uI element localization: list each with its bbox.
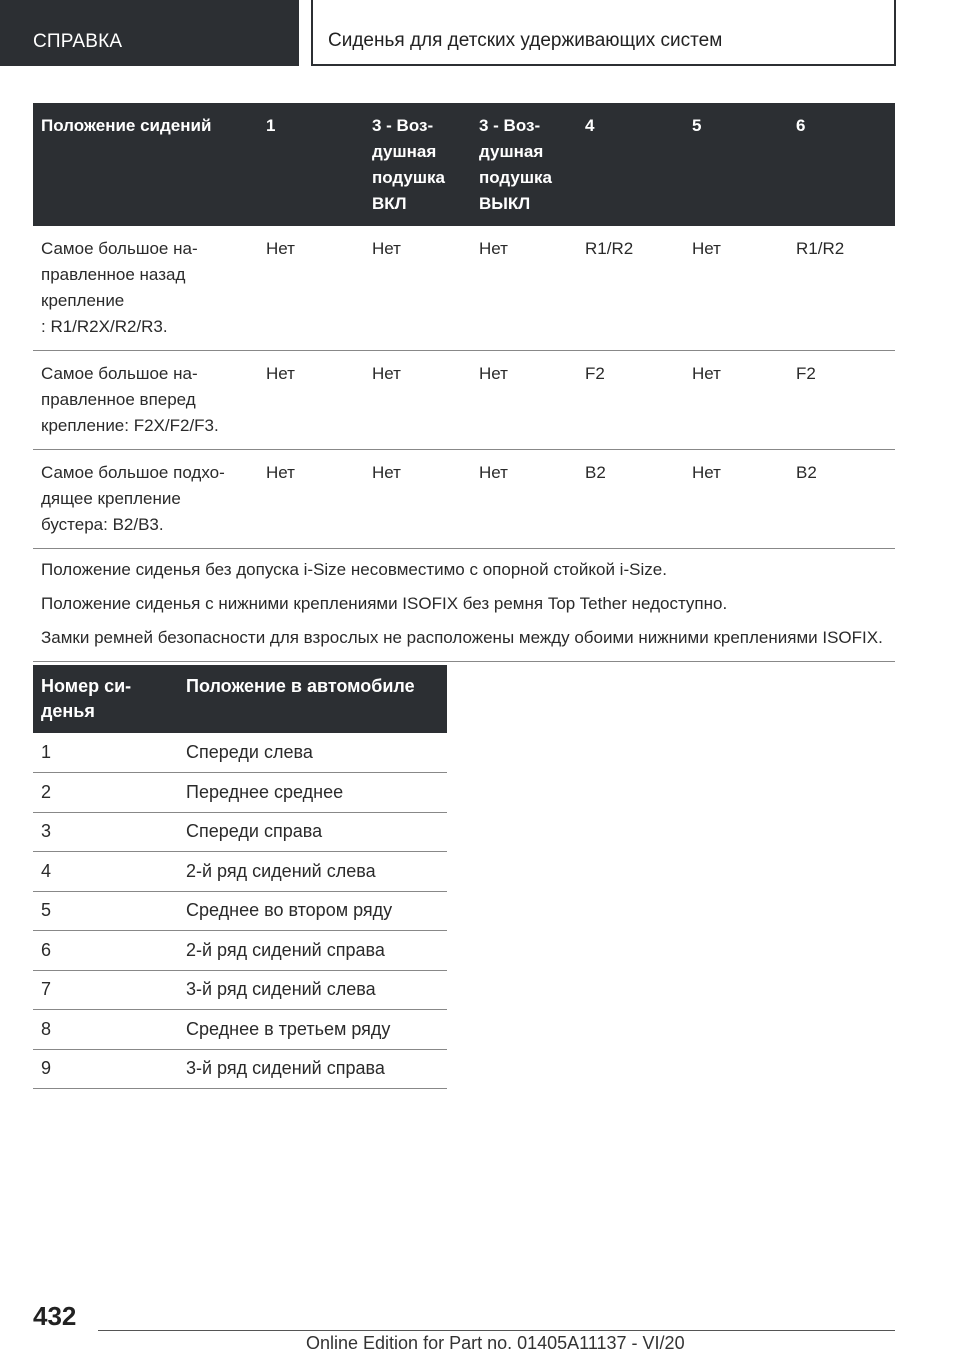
table-row: [33, 1010, 447, 1050]
seat-location-cell: 2-й ряд сидений слева: [178, 852, 447, 892]
table-cell: Нет: [364, 351, 471, 450]
seat-number-cell: 2: [33, 773, 178, 813]
seat-number-cell: 4: [33, 852, 178, 892]
seat-location-cell: Спереди слева: [178, 733, 447, 773]
header-col-3-airbag-on: 3 - Воз- душная подушка ВКЛ: [364, 103, 471, 226]
table-cell: Нет: [471, 450, 577, 549]
seat-location-cell: Среднее во втором ряду: [178, 891, 447, 931]
table-header-row: [33, 103, 895, 226]
table-cell: Нет: [684, 351, 788, 450]
section-tab: [0, 0, 299, 66]
table-header-row: [33, 665, 447, 733]
header-col-5: 5: [684, 103, 788, 226]
table-cell: Нет: [364, 450, 471, 549]
table-cell: Нет: [471, 226, 577, 351]
footer-divider: [98, 1330, 895, 1331]
table-cell: Нет: [258, 450, 364, 549]
chapter-title: Сиденья для детских удерживающих систем: [328, 30, 723, 51]
table-cell: F2: [577, 351, 684, 450]
seat-number-cell: 8: [33, 1010, 178, 1050]
table-cell: B2: [788, 450, 895, 549]
table-cell: Нет: [684, 450, 788, 549]
note-isize: Положение сиденья без допуска i-Size несовместимо с опорной стойкой i-Size.: [41, 560, 667, 579]
chapter-header: [311, 0, 896, 66]
header-col-6: 6: [788, 103, 895, 226]
table-row: [33, 970, 447, 1010]
table-cell: Самое большое на- правленное назад крепление : R1/R2X/R2/R3.: [33, 226, 258, 351]
header-seat-position: Положение сидений: [33, 103, 258, 226]
seat-location-cell: 3-й ряд сидений справа: [178, 1049, 447, 1089]
seat-number-cell: 3: [33, 812, 178, 852]
header-col-4: 4: [577, 103, 684, 226]
seat-number-cell: 1: [33, 733, 178, 773]
table-cell: Нет: [258, 351, 364, 450]
table-row: [33, 1049, 447, 1089]
seat-number-cell: 6: [33, 931, 178, 971]
table-row: [33, 733, 447, 773]
table-row: [33, 931, 447, 971]
seat-compatibility-table: [33, 103, 895, 662]
note-buckles: Замки ремней безопасности для взрослых не расположены между обоими нижними креплениями ISOFIX.: [41, 628, 883, 647]
seat-number-cell: 5: [33, 891, 178, 931]
table-cell: Самое большое на- правленное вперед крепление: F2X/F2/F3.: [33, 351, 258, 450]
table-cell: Нет: [684, 226, 788, 351]
table-row: [33, 226, 895, 351]
table-cell: Нет: [258, 226, 364, 351]
table-row: [33, 773, 447, 813]
seat-location-cell: Среднее в третьем ряду: [178, 1010, 447, 1050]
header-seat-number: Номер си- денья: [33, 665, 178, 733]
table-cell: Нет: [471, 351, 577, 450]
table-row: [33, 852, 447, 892]
header-vehicle-position: Положение в автомобиле: [178, 665, 447, 733]
table-cell: B2: [577, 450, 684, 549]
edition-text: Online Edition for Part no. 01405A11137 - VI/20: [306, 1333, 685, 1353]
table-cell: R1/R2: [577, 226, 684, 351]
table-row: [33, 891, 447, 931]
seat-number-cell: 7: [33, 970, 178, 1010]
page-number: 432: [33, 1301, 77, 1331]
seat-location-cell: Спереди справа: [178, 812, 447, 852]
position-table-body: [33, 733, 447, 1089]
note-top-tether: Положение сиденья с нижними креплениями ISOFIX без ремня Top Tether недоступно.: [41, 594, 728, 613]
table-cell: Нет: [364, 226, 471, 351]
table-row: [33, 450, 895, 549]
seat-location-cell: Переднее среднее: [178, 773, 447, 813]
header-col-3-airbag-off: 3 - Воз- душная подушка ВЫКЛ: [471, 103, 577, 226]
header-col-1: 1: [258, 103, 364, 226]
table-cell: F2: [788, 351, 895, 450]
seat-location-cell: 3-й ряд сидений слева: [178, 970, 447, 1010]
table-row: [33, 812, 447, 852]
table-cell: Самое большое подхо- дящее крепление бустера: B2/B3.: [33, 450, 258, 549]
seat-position-table: [33, 665, 447, 1089]
seat-number-cell: 9: [33, 1049, 178, 1089]
seat-location-cell: 2-й ряд сидений справа: [178, 931, 447, 971]
table-row: [33, 351, 895, 450]
section-label: СПРАВКА: [33, 31, 123, 52]
notes-row: [33, 549, 895, 662]
table-cell: R1/R2: [788, 226, 895, 351]
notes-cell: [33, 549, 895, 662]
